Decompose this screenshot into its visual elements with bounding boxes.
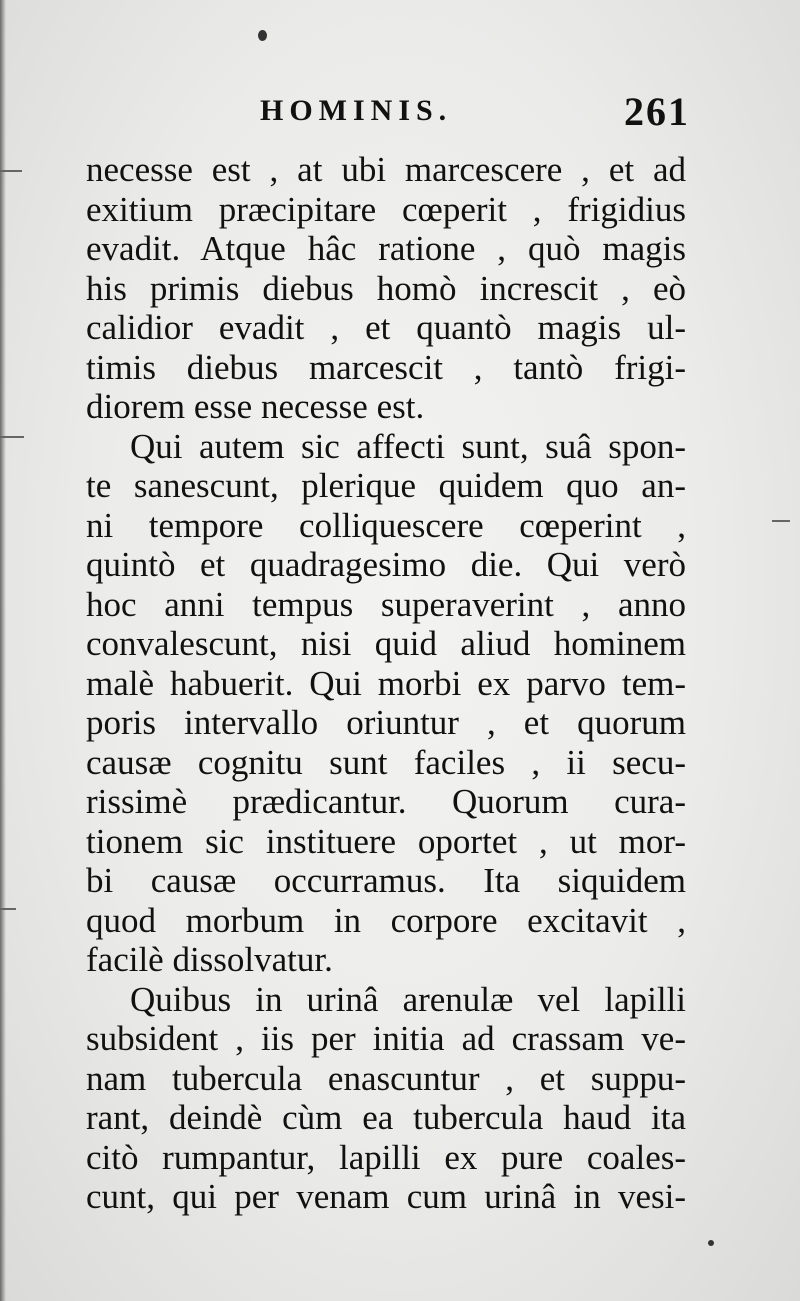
- text-line: necesse est , at ubi marcescere , et ad: [86, 150, 686, 189]
- ink-speck: [258, 30, 267, 41]
- running-head: HOMINIS.: [260, 94, 453, 127]
- text-line: quod morbum in corpore excitavit ,: [86, 900, 686, 940]
- text-line: cunt, qui per venam cum urinâ in vesi-: [86, 1177, 686, 1216]
- text-line: nam tubercula enascuntur , et suppu-: [86, 1058, 686, 1098]
- text-line: diorem esse necesse est.: [86, 387, 425, 426]
- page-header: [260, 88, 690, 138]
- text-line: his primis diebus homò increscit , eò: [86, 268, 686, 308]
- text-line: exitium præcipitare cœperit , frigidius: [86, 189, 686, 229]
- margin-mark: [0, 170, 22, 172]
- text-line: causæ cognitu sunt faciles , ii secu-: [86, 742, 686, 782]
- text-line: poris intervallo oriuntur , et quorum: [86, 703, 686, 742]
- page-edge-shadow: [0, 0, 6, 1301]
- text-line: subsident , iis per initia ad crassam ve-: [86, 1019, 686, 1058]
- text-line: Quibus in urinâ arenulæ vel lapilli: [130, 979, 686, 1019]
- text-line: quintò et quadragesimo die. Qui verò: [86, 545, 686, 584]
- text-line: facilè dissolvatur.: [86, 940, 333, 979]
- text-line: rissimè prædicantur. Quorum cura-: [86, 782, 686, 821]
- text-line: hoc anni tempus superaverint , anno: [86, 584, 686, 624]
- text-line: te sanescunt, plerique quidem quo an-: [86, 466, 686, 505]
- text-line: convalescunt, nisi quid aliud hominem: [86, 624, 686, 663]
- text-line: timis diebus marcescit , tantò frigi-: [86, 347, 686, 387]
- text-line: tionem sic instituere oportet , ut mor-: [86, 821, 686, 861]
- text-line: ni tempore colliquescere cœperint ,: [86, 505, 686, 545]
- text-line: Qui autem sic affecti sunt, suâ spon-: [130, 426, 686, 466]
- text-line: rant, deindè cùm ea tubercula haud ita: [86, 1098, 686, 1137]
- page-number: 261: [624, 89, 690, 134]
- text-line: calidior evadit , et quantò magis ul-: [86, 308, 686, 347]
- text-line: bi causæ occurramus. Ita siquidem: [86, 861, 686, 900]
- margin-mark: [0, 436, 24, 438]
- text-line: evadit. Atque hâc ratione , quò magis: [86, 229, 686, 268]
- text-line: malè habuerit. Qui morbi ex parvo tem-: [86, 663, 686, 703]
- margin-mark: [772, 520, 790, 522]
- text-line: citò rumpantur, lapilli ex pure coales-: [86, 1137, 686, 1177]
- ink-speck: [708, 1240, 714, 1246]
- margin-mark: [0, 908, 16, 910]
- body-text: [86, 150, 686, 1217]
